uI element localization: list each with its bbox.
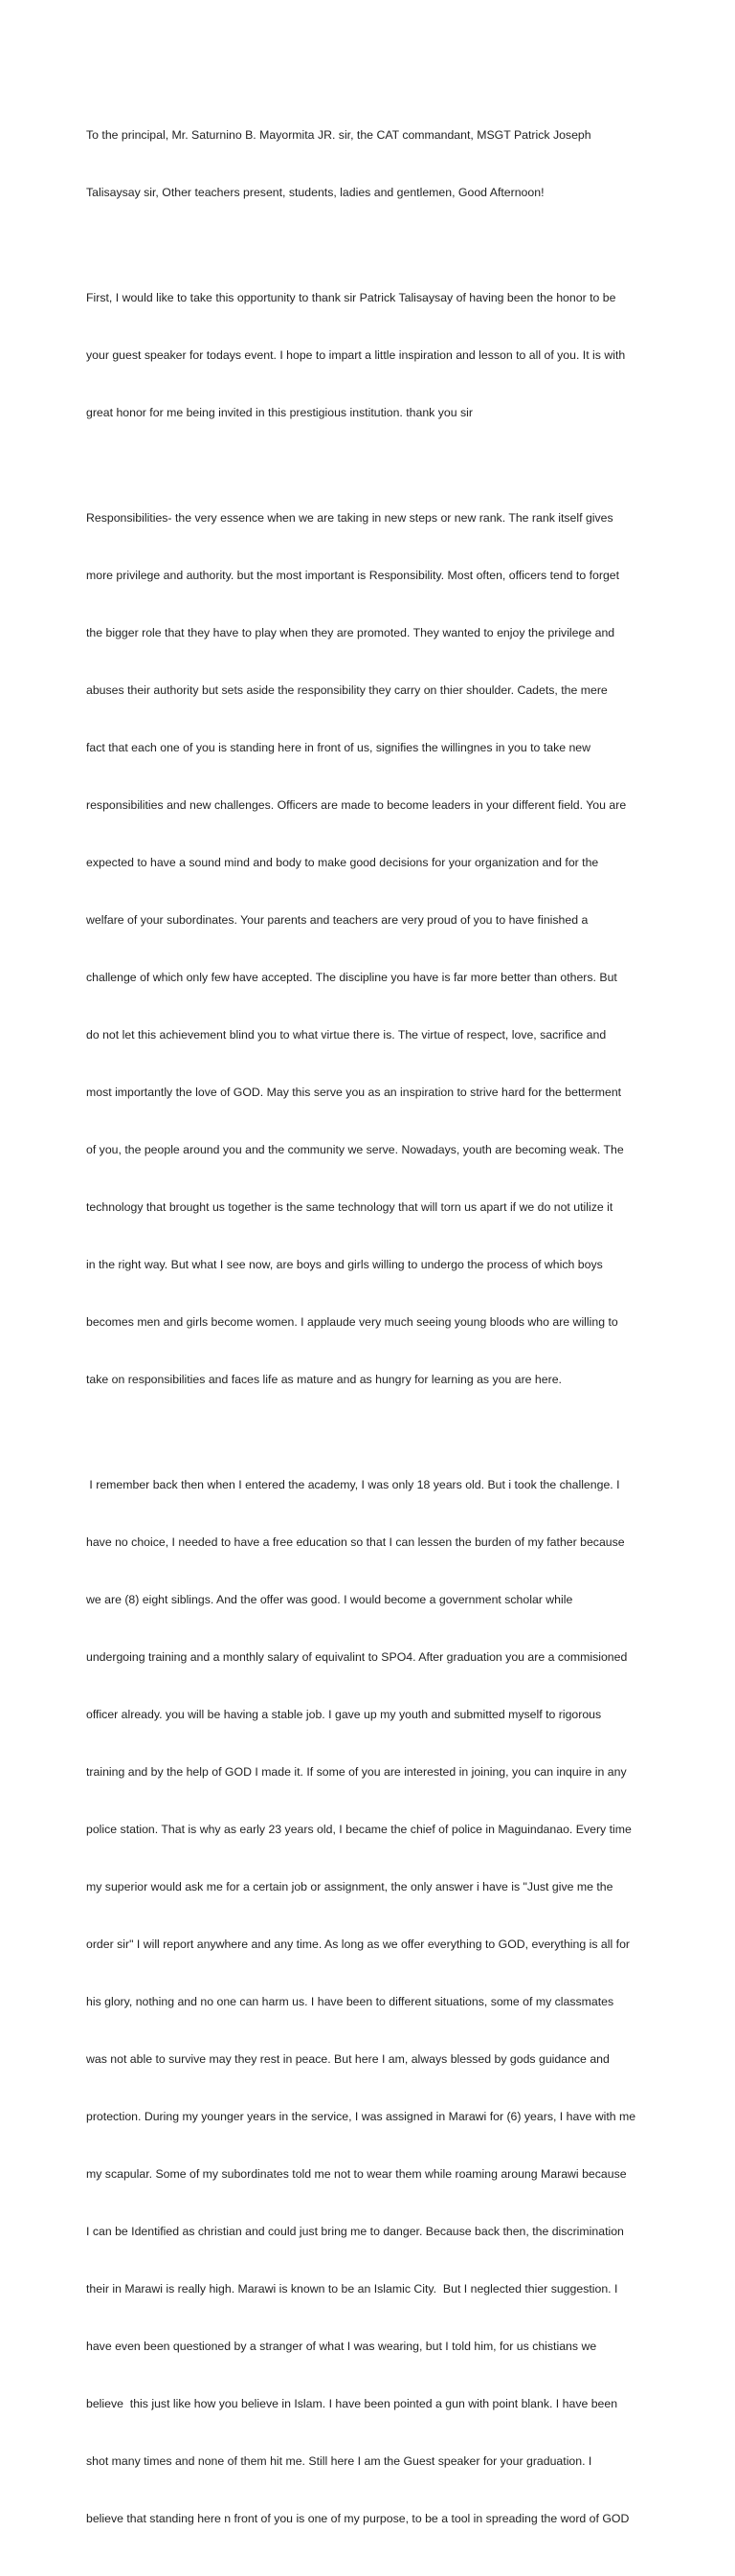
text-line: more privilege and authority. but the most important is Responsibility. Most often, officers tend to forget — [86, 569, 620, 582]
text-line: do not let this achievement blind you to what virtue there is. The virtue of respect, love, sacrifice and — [86, 1028, 607, 1042]
text-line: I remember back then when I entered the academy, I was only 18 years old. But i took the challenge. I — [86, 1478, 620, 1491]
text-line: welfare of your subordinates. Your parents and teachers are very proud of you to have finished a — [86, 913, 589, 927]
text-line: in the right way. But what I see now, are boys and girls willing to undergo the process of which boys — [86, 1258, 603, 1271]
text-line: fact that each one of you is standing here in front of us, signifies the willingnes in you to take new — [86, 741, 591, 754]
salutation-paragraph — [86, 87, 660, 240]
text-line: First, I would like to take this opportunity to thank sir Patrick Talisaysay of having been the honor to be — [86, 291, 616, 304]
text-line: his glory, nothing and no one can harm us. I have been to different situations, some of my classmates — [86, 1995, 614, 2008]
text-line: of you, the people around you and the community we serve. Nowadays, youth are becoming weak. The — [86, 1143, 624, 1156]
text-line: great honor for me being invited in this prestigious institution. thank you sir — [86, 406, 473, 419]
text-line: abuses their authority but sets aside the responsibility they carry on thier shoulder. Cadets, the mere — [86, 683, 608, 697]
text-line: my scapular. Some of my subordinates told me not to wear them while roaming aroung Marawi because — [86, 2167, 627, 2181]
text-line: protection. During my younger years in the service, I was assigned in Marawi for (6) years, I have with me — [86, 2110, 636, 2123]
text-line: most importantly the love of GOD. May this serve you as an inspiration to strive hard for the betterment — [86, 1086, 622, 1099]
text-line: training and by the help of GOD I made it. If some of you are interested in joining, you can inquire in any — [86, 1765, 627, 1779]
text-line: responsibilities and new challenges. Officers are made to become leaders in your different field. You are — [86, 798, 627, 812]
text-line: their in Marawi is really high. Marawi is known to be an Islamic City. But I neglected thier suggestion. I — [86, 2282, 618, 2296]
speech-body — [86, 87, 660, 2576]
text-line: Talisaysay sir, Other teachers present, students, ladies and gentlemen, Good Afternoon! — [86, 186, 545, 199]
introduction-paragraph — [86, 250, 660, 460]
text-line: we are (8) eight siblings. And the offer was good. I would become a government scholar while — [86, 1593, 573, 1606]
text-line: my superior would ask me for a certain job or assignment, the only answer i have is "Just give me the — [86, 1880, 613, 1893]
text-line: have even been questioned by a stranger of what I was wearing, but I told him, for us chistians we — [86, 2340, 597, 2353]
text-line: To the principal, Mr. Saturnino B. Mayormita JR. sir, the CAT commandant, MSGT Patrick Joseph — [86, 128, 591, 142]
responsibilities-paragraph — [86, 470, 660, 1427]
text-line: undergoing training and a monthly salary of equivalint to SPO4. After graduation you are a commisioned — [86, 1650, 628, 1664]
text-line: challenge of which only few have accepted. The discipline you have is far more better than others. But — [86, 971, 617, 984]
text-line: believe that standing here n front of you is one of my purpose, to be a tool in spreading the word of GOD — [86, 2512, 630, 2525]
text-line: expected to have a sound mind and body to make good decisions for your organization and for the — [86, 856, 599, 869]
text-line: your guest speaker for todays event. I hope to impart a little inspiration and lesson to all of you. It is with — [86, 348, 626, 362]
text-line: was not able to survive may they rest in peace. But here I am, always blessed by gods guidance and — [86, 2052, 610, 2066]
text-line: officer already. you will be having a stable job. I gave up my youth and submitted myself to rigorous — [86, 1708, 602, 1721]
text-line: have no choice, I needed to have a free education so that I can lessen the burden of my father because — [86, 1535, 625, 1549]
text-line: take on responsibilities and faces life as mature and as hungry for learning as you are here. — [86, 1373, 562, 1386]
text-line: Responsibilities- the very essence when we are taking in new steps or new rank. The rank itself gives — [86, 511, 613, 525]
text-line: the bigger role that they have to play when they are promoted. They wanted to enjoy the privilege and — [86, 626, 615, 639]
text-line: technology that brought us together is the same technology that will torn us apart if we do not utilize it — [86, 1200, 613, 1214]
text-line: becomes men and girls become women. I applaude very much seeing young bloods who are willing to — [86, 1315, 618, 1329]
text-line: believe this just like how you believe in Islam. I have been pointed a gun with point blank. I have been — [86, 2397, 618, 2410]
text-line: shot many times and none of them hit me. Still here I am the Guest speaker for your graduation. I — [86, 2454, 592, 2468]
text-line: police station. That is why as early 23 years old, I became the chief of police in Maguindanao. Every time — [86, 1823, 632, 1836]
text-line: order sir" I will report anywhere and any time. As long as we offer everything to GOD, everything is all for — [86, 1938, 630, 1951]
academy-paragraph — [86, 1437, 660, 2566]
text-line: I can be Identified as christian and could just bring me to danger. Because back then, the discrimination — [86, 2225, 624, 2238]
